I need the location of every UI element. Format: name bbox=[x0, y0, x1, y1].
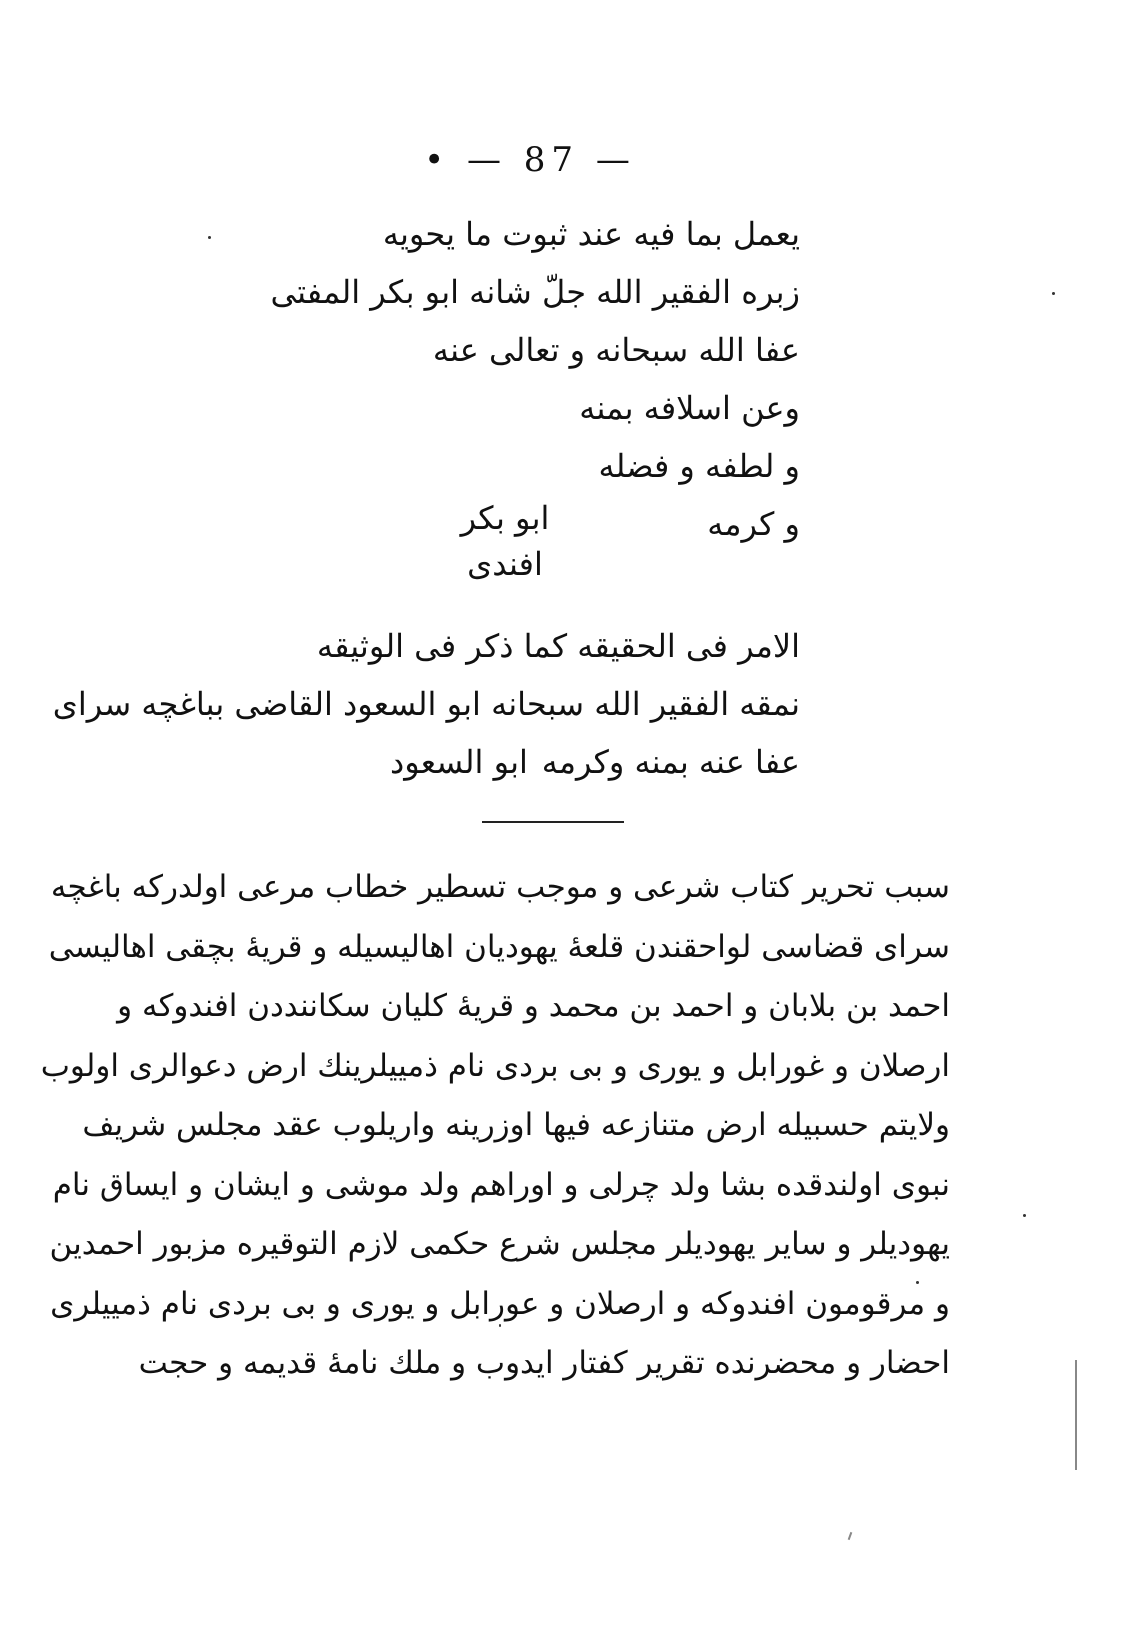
scan-speck bbox=[499, 1324, 501, 1327]
endorsement-line: عفا عنه بمنه وكرمه bbox=[541, 743, 800, 781]
paragraph-line: احضار و محضرنده تقرير كفتار ايدوب و ملك نامهٔ قديمه و حجت bbox=[138, 1345, 950, 1381]
endorsement-last-row bbox=[330, 733, 800, 791]
scan-speck bbox=[1023, 1214, 1026, 1217]
fatwa-signature-block bbox=[52, 205, 800, 791]
paragraph-line: سبب تحرير كتاب شرعى و موجب تسطير خطاب مرعى اولدركه باغچه bbox=[50, 869, 950, 905]
signature-line: يعمل بما فيه عند ثبوت ما يحويه bbox=[382, 215, 800, 253]
paragraph-line: ارصلان و غورابل و يورى و بى بردى نام ذمييلرينك ارض دعوالرى اولوب bbox=[40, 1047, 950, 1084]
signer-name-line: ابو بكر bbox=[460, 499, 550, 537]
body-paragraph bbox=[40, 858, 950, 1394]
signer-name-line: افندى bbox=[467, 545, 543, 583]
paragraph-line: و مرقومون افندوكه و ارصلان و عورابل و يورى و بى بردى نام ذمييلرى bbox=[50, 1285, 950, 1322]
page-number: • — 87 — bbox=[424, 140, 636, 180]
signature-line: عفا الله سبحانه و تعالى عنه bbox=[432, 331, 800, 369]
scan-margin-mark bbox=[848, 1532, 853, 1540]
endorsement-line: نمقه الفقير الله سبحانه ابو السعود القاضى بباغچه سراى bbox=[52, 685, 800, 723]
signature-line: زبره الفقير الله جلّ شانه ابو بكر المفتى bbox=[270, 273, 800, 311]
scan-speck bbox=[208, 236, 211, 239]
scan-speck bbox=[1052, 292, 1055, 295]
signature-last-row bbox=[330, 495, 800, 587]
signer-name bbox=[460, 495, 550, 587]
endorsement-signer: ابو السعود bbox=[390, 743, 528, 781]
paragraph-line: نبوى اولندقده بشا ولد چرلى و اوراهم ولد موشى و ايشان و ايساق نام bbox=[52, 1166, 950, 1203]
scan-speck bbox=[916, 1281, 919, 1284]
endorsement-line: الامر فى الحقيقه كما ذكر فى الوثيقه bbox=[316, 627, 800, 665]
signature-line: وعن اسلافه بمنه bbox=[579, 389, 800, 427]
signature-line: و كرمه bbox=[707, 505, 800, 543]
scan-margin-mark bbox=[1075, 1360, 1077, 1470]
section-divider bbox=[482, 821, 624, 823]
signature-line: و لطفه و فضله bbox=[598, 447, 800, 485]
paragraph-line: احمد بن بلابان و احمد بن محمد و قريهٔ كليان سكاننددن افندوكه و bbox=[117, 988, 950, 1024]
paragraph-line: ولايتم حسبيله ارض متنازعه فيها اوزرينه واريلوب عقد مجلس شريف bbox=[82, 1107, 950, 1143]
paragraph-line: سراى قضاسى لواحقندن قلعهٔ يهوديان اهاليسيله و قريهٔ بچقى اهاليسى bbox=[48, 928, 950, 965]
paragraph-line: يهوديلر و ساير يهوديلر مجلس شرع حكمى لازم التوقيره مزبور احمدين bbox=[49, 1226, 950, 1262]
